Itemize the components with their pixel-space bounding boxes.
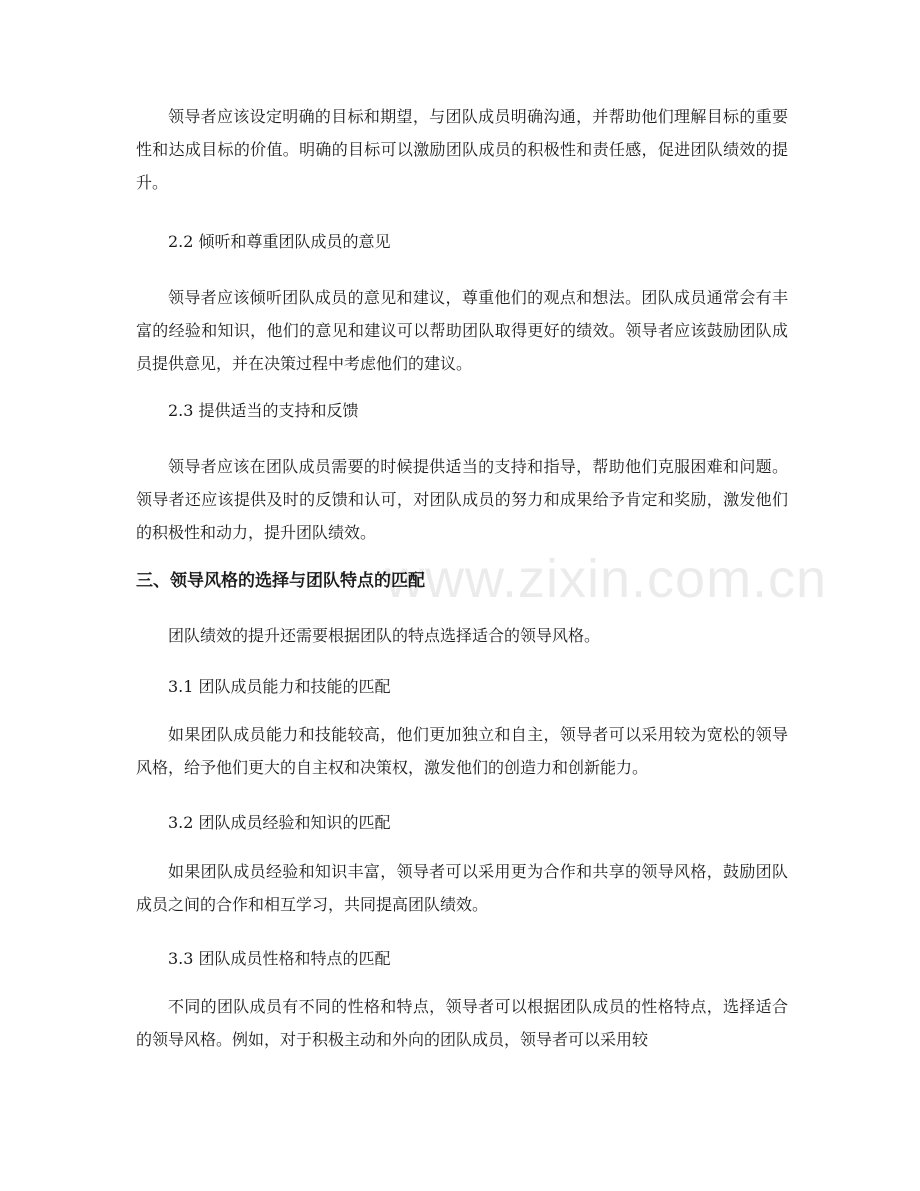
watermark-text: www.zixin.com.cn	[385, 549, 828, 609]
paragraph-listen: 领导者应该倾听团队成员的意见和建议，尊重他们的观点和想法。团队成员通常会有丰富的经验和知识，他们的意见和建议可以帮助团队取得更好的绩效。领导者应该鼓励团队成员提供意见，并在决策过程中考虑他们的建议。	[136, 288, 788, 373]
subheading-2-2: 2.2 倾听和尊重团队成员的意见	[168, 232, 391, 251]
paragraph-intro-3: 团队绩效的提升还需要根据团队的特点选择适合的领导风格。	[168, 626, 601, 645]
subheading-3-1: 3.1 团队成员能力和技能的匹配	[168, 677, 391, 696]
paragraph-experience: 如果团队成员经验和知识丰富，领导者可以采用更为合作和共享的领导风格，鼓励团队成员之间的合作和相互学习，共同提高团队绩效。	[136, 862, 788, 914]
paragraph-goals: 领导者应该设定明确的目标和期望，与团队成员明确沟通，并帮助他们理解目标的重要性和达成目标的价值。明确的目标可以激励团队成员的积极性和责任感，促进团队绩效的提升。	[136, 107, 788, 192]
section-heading-3: 三、领导风格的选择与团队特点的匹配	[136, 571, 425, 591]
paragraph-personality: 不同的团队成员有不同的性格和特点，领导者可以根据团队成员的性格特点，选择适合的领导风格。例如，对于积极主动和外向的团队成员，领导者可以采用较	[136, 997, 788, 1049]
subheading-3-2: 3.2 团队成员经验和知识的匹配	[168, 813, 391, 832]
paragraph-support: 领导者应该在团队成员需要的时候提供适当的支持和指导，帮助他们克服困难和问题。领导者还应该提供及时的反馈和认可，对团队成员的努力和成果给予肯定和奖励，激发他们的积极性和动力，提升团队绩效。	[136, 457, 788, 542]
subheading-3-3: 3.3 团队成员性格和特点的匹配	[168, 949, 391, 968]
paragraph-ability: 如果团队成员能力和技能较高，他们更加独立和自主，领导者可以采用较为宽松的领导风格，给予他们更大的自主权和决策权，激发他们的创造力和创新能力。	[136, 725, 788, 777]
subheading-2-3: 2.3 提供适当的支持和反馈	[168, 401, 359, 420]
